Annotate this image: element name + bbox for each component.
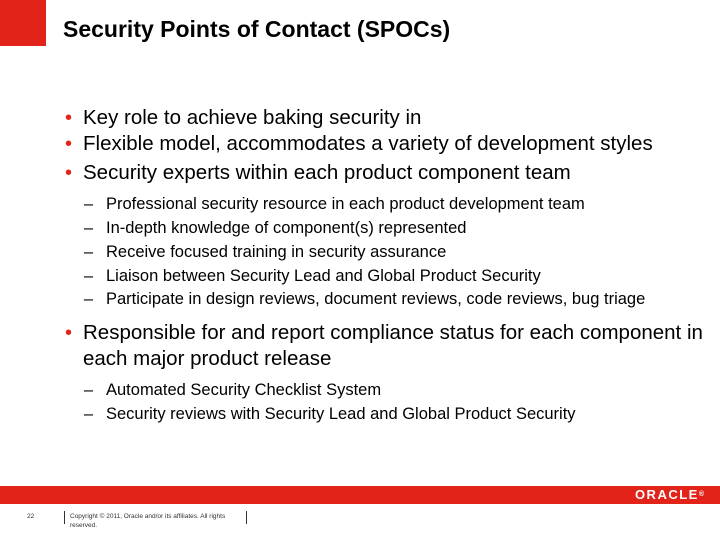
bullet-item: [63, 160, 703, 186]
dash-icon: –: [83, 290, 93, 308]
bullet-item: [63, 105, 703, 131]
registered-mark: ®: [698, 491, 704, 498]
sub-text: Professional security resource in each product development team: [106, 195, 585, 213]
page-number: 22: [27, 513, 35, 520]
dash-icon: –: [83, 195, 93, 213]
sub-list: [63, 192, 703, 310]
sub-item: [63, 192, 703, 216]
sub-item: [63, 402, 703, 426]
sub-text: Automated Security Checklist System: [106, 381, 382, 399]
footer-divider: [246, 511, 247, 524]
bullet-text: Responsible for and report compliance status for each component in each major product release: [83, 321, 703, 370]
sub-list: [63, 378, 703, 426]
dash-icon: –: [83, 381, 93, 399]
dash-icon: –: [83, 267, 93, 285]
sub-item: [63, 378, 703, 402]
dash-icon: –: [83, 243, 93, 261]
logo-text: ORACLE: [634, 487, 699, 502]
sub-text: In-depth knowledge of component(s) represented: [106, 219, 467, 237]
footer-band: [0, 486, 720, 504]
dash-icon: –: [83, 219, 93, 237]
sub-item: [63, 264, 703, 288]
sub-text: Liaison between Security Lead and Global Product Security: [106, 267, 541, 285]
sub-text: Receive focused training in security assurance: [106, 243, 447, 261]
sub-text: Participate in design reviews, document reviews, code reviews, bug triage: [106, 290, 646, 308]
corner-brand-mark: [0, 0, 46, 46]
slide-body: [63, 105, 703, 434]
bullet-dot-icon: •: [65, 162, 73, 184]
bullet-text: Flexible model, accommodates a variety of development styles: [83, 132, 653, 155]
slide-title: Security Points of Contact (SPOCs): [63, 16, 451, 42]
footer-divider: [64, 511, 65, 524]
bullet-dot-icon: •: [65, 107, 73, 129]
copyright-notice: Copyright © 2011, Oracle and/or its affiliates. All rights reserved.: [70, 513, 226, 529]
bullet-item: [63, 131, 703, 157]
sub-item: [63, 240, 703, 264]
oracle-logo: [635, 486, 704, 504]
bullet-dot-icon: •: [65, 322, 73, 344]
bullet-item: [63, 320, 703, 372]
bullet-text: Key role to achieve baking security in: [83, 106, 422, 129]
sub-item: [63, 288, 703, 310]
dash-icon: –: [83, 405, 93, 423]
bullet-text: Security experts within each product component team: [83, 161, 571, 184]
sub-item: [63, 216, 703, 240]
bullet-dot-icon: •: [65, 133, 73, 155]
sub-text: Security reviews with Security Lead and Global Product Security: [106, 405, 576, 423]
